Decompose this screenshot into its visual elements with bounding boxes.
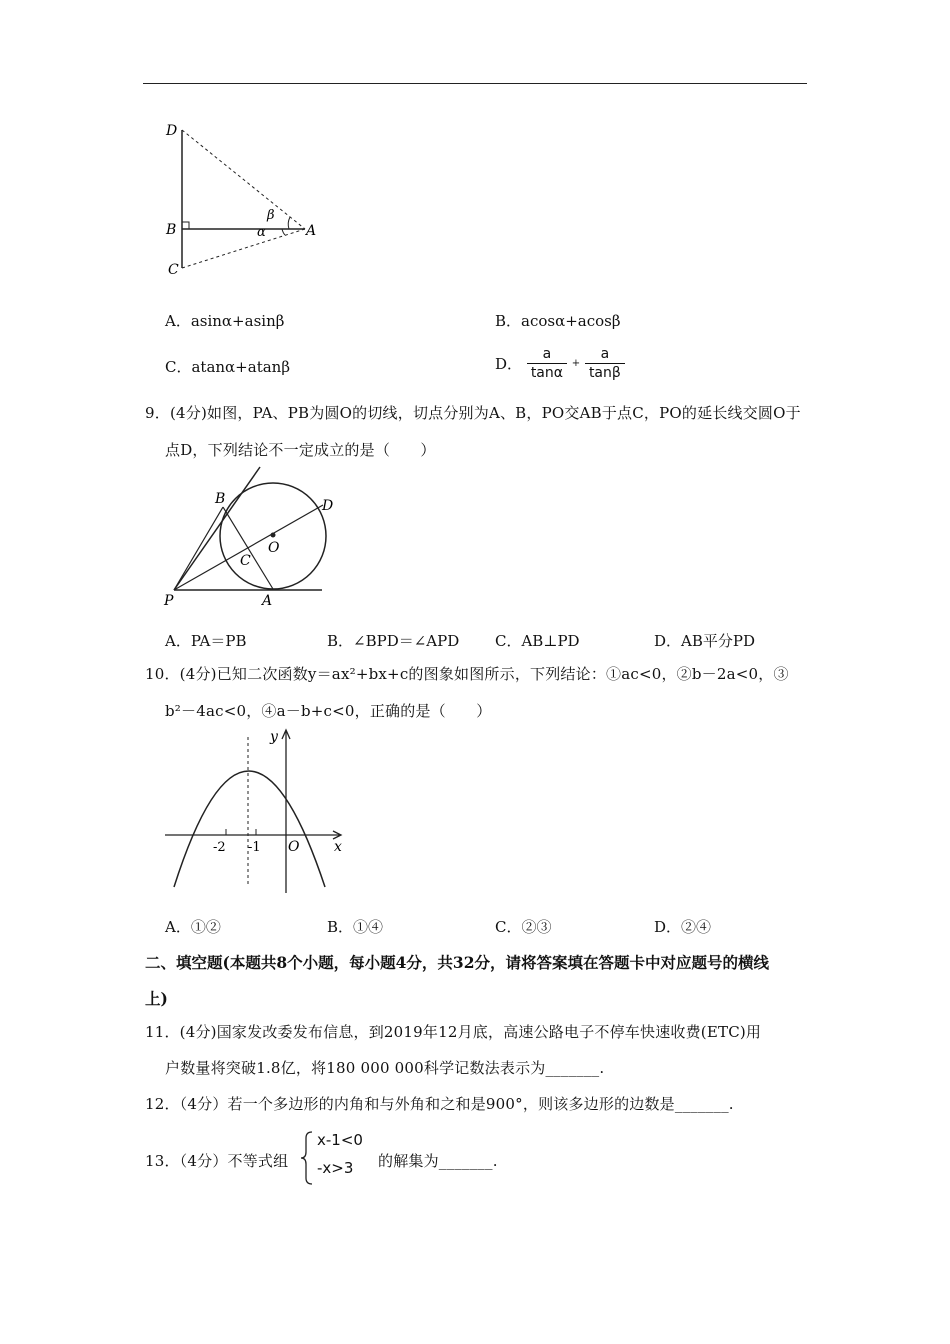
q10-option-c: C．②③	[495, 918, 552, 936]
q9-figure	[160, 465, 340, 615]
q10-label-y: y	[270, 729, 278, 745]
q8-option-d-prefix: D．	[495, 355, 523, 373]
q13-inequality-2: -x>3	[317, 1159, 354, 1177]
q8-option-c: C．atanα+atanβ	[165, 358, 290, 376]
q8-label-a: A	[306, 223, 317, 239]
q10-label-neg2: -2	[213, 840, 226, 855]
q9-label-p: P	[164, 593, 174, 609]
q13-inequality-1: x-1<0	[317, 1131, 363, 1149]
q10-label-x: x	[334, 839, 342, 855]
section2-heading-line2: 上)	[145, 989, 168, 1008]
q9-label-c: C	[240, 553, 251, 569]
q8-label-b: B	[166, 222, 177, 238]
q9-option-b: B．∠BPD＝∠APD	[327, 632, 460, 650]
q9-text-line1: 9．(4分)如图，PA、PB为圆O的切线，切点分别为A、B，PO交AB于点C，PO的延长线交圆O于	[145, 404, 801, 422]
q10-option-b: B．①④	[327, 918, 384, 936]
q9-label-o: O	[268, 540, 280, 556]
q11-text-line1: 11．(4分)国家发改委发布信息，到2019年12月底，高速公路电子不停车快速收费(ETC)用	[145, 1023, 762, 1041]
q8-option-d-frac2: $\frac{a}{\tan\beta}$	[585, 345, 625, 382]
q8-option-d-frac1: $\frac{a}{\tan\alpha}$	[527, 345, 567, 382]
q10-label-neg1: -1	[248, 840, 261, 855]
q9-line-pb	[174, 507, 223, 590]
q8-label-beta: β	[267, 208, 275, 223]
q8-label-d: D	[166, 123, 178, 139]
q8-option-d-plus: +	[571, 358, 581, 369]
q9-center-dot	[271, 533, 276, 538]
header-rule	[143, 83, 807, 84]
q9-tangent-pb	[174, 467, 260, 590]
q8-angle-beta-arc	[288, 217, 290, 229]
q9-line-pd	[174, 505, 323, 590]
q9-label-b: B	[215, 491, 226, 507]
q8-figure	[160, 118, 330, 283]
q9-option-a: A．PA＝PB	[165, 632, 247, 650]
q9-label-a: A	[262, 593, 273, 609]
section2-heading-line1: 二、填空题(本题共8个小题，每小题4分，共32分，请将答案填在答题卡中对应题号的横线	[145, 953, 769, 972]
q10-option-d: D．②④	[654, 918, 712, 936]
q8-right-angle	[182, 222, 189, 229]
q8-label-alpha: α	[257, 225, 266, 240]
q13-suffix: 的解集为_______.	[378, 1152, 498, 1170]
q9-label-d: D	[322, 498, 334, 514]
q8-option-b: B．acosα+acosβ	[495, 312, 621, 330]
q8-angle-alpha-arc	[282, 229, 285, 235]
q9-option-d: D．AB平分PD	[654, 632, 756, 650]
q10-label-o: O	[288, 839, 300, 855]
q8-option-d	[495, 345, 625, 382]
q10-text-line1: 10．(4分)已知二次函数y＝ax²+bx+c的图象如图所示，下列结论：①ac<0，②b－2a<0，③	[145, 665, 789, 683]
q10-option-a: A．①②	[165, 918, 221, 936]
q10-parabola	[174, 771, 325, 887]
q8-label-c: C	[168, 262, 179, 278]
q10-figure	[160, 725, 355, 895]
q8-option-a: A．asinα+asinβ	[165, 312, 285, 330]
q9-chord-ab	[223, 507, 273, 589]
q13-prefix: 13．（4分）不等式组	[145, 1152, 289, 1170]
q9-option-c: C．AB⊥PD	[495, 632, 580, 650]
q13-brace-icon	[300, 1130, 314, 1186]
q8-line-ca	[182, 229, 305, 268]
q11-text-line2: 户数量将突破1.8亿，将180 000 000科学记数法表示为_______.	[165, 1059, 605, 1077]
q8-line-da	[182, 130, 305, 229]
q10-text-line2: b²－4ac<0，④a－b+c<0，正确的是（ ）	[165, 702, 492, 720]
q12-text: 12．（4分）若一个多边形的内角和与外角和之和是900°，则该多边形的边数是_______.	[145, 1095, 734, 1113]
q9-text-line2: 点D，下列结论不一定成立的是（ ）	[165, 441, 436, 459]
